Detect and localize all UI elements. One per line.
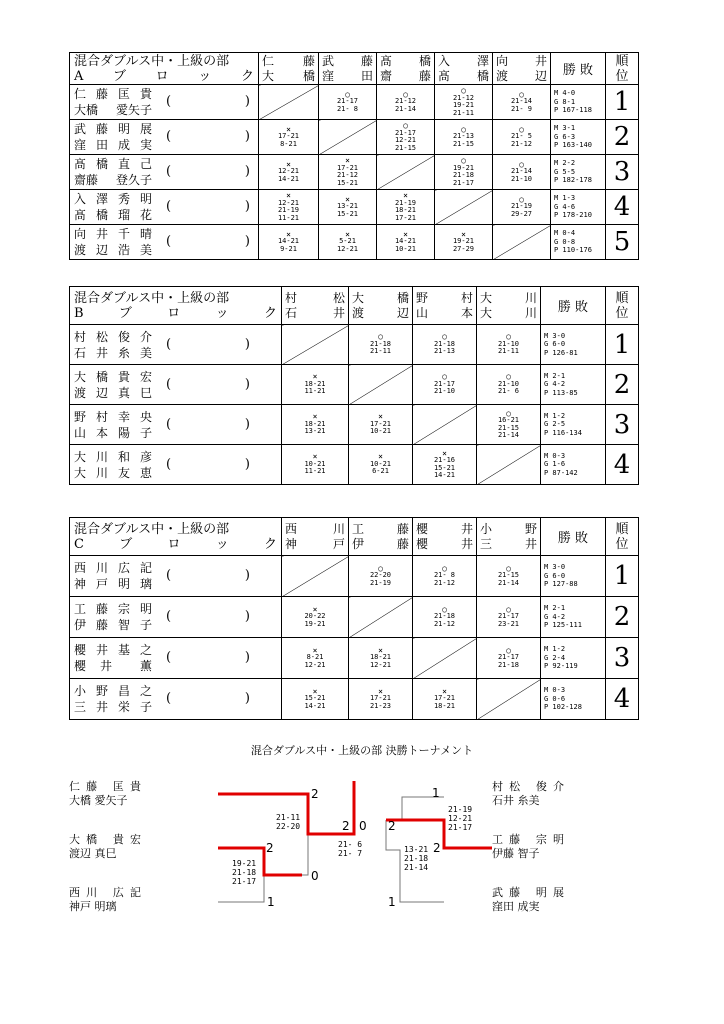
bracket-num-right-mid: 2	[388, 819, 396, 833]
block-a-opponent-header: 入 澤 髙 橋	[435, 53, 493, 85]
bracket-left-pair-1: 仁 藤 匡 貴 大橋 愛矢子	[69, 780, 141, 807]
bracket-score-left-semi: 21-11 22-20	[276, 813, 301, 831]
win-loss-record: M 1-2 G 2-5 P 116-134	[541, 405, 606, 445]
win-loss-record: M 3-0 G 6-0 P 126-81	[541, 325, 606, 365]
match-result-cell: ○ 21- 5 21-12	[493, 120, 551, 155]
bracket-num-left-mid: 2	[266, 841, 274, 855]
block-c-opponent-header: 小 野 三 井	[477, 518, 541, 556]
match-result-cell: × 17-21 18-21	[413, 679, 477, 720]
bracket-num-right-top: 1	[432, 786, 440, 800]
bracket-right-pair-3: 武 藤 明 展 窪田 成実	[492, 886, 564, 913]
match-result-cell: ○ 22-20 21-19	[349, 556, 413, 597]
match-result-cell: × 17-21 21-12 15-21	[319, 155, 377, 190]
match-result-cell: ○ 21-17 23-21	[477, 597, 541, 638]
player-pair-name: 野 村 幸 央 山 本 陽 子 ( )	[70, 405, 282, 445]
rank-value: 4	[606, 445, 639, 485]
bracket-right-pair-1: 村 松 俊 介 石井 糸美	[492, 780, 564, 807]
note-parentheses: ( )	[166, 376, 250, 392]
player-pair-name: 大 橋 貴 宏 渡 辺 真 巳 ( )	[70, 365, 282, 405]
rank-value: 4	[606, 190, 639, 225]
match-result-cell: × 21-16 15-21 14-21	[413, 445, 477, 485]
match-result-cell: × 12-21 21-19 11-21	[259, 190, 319, 225]
match-result-cell: × 20-22 19-21	[282, 597, 349, 638]
win-loss-record: M 1-2 G 2-4 P 92-119	[541, 638, 606, 679]
match-result-cell: × 18-21 12-21	[349, 638, 413, 679]
bracket-score-right-semi: 21-19 12-21 21-17	[448, 805, 473, 832]
match-result-cell: × 17-21 8-21	[259, 120, 319, 155]
match-result-cell: × 13-21 15-21	[319, 190, 377, 225]
match-result-cell: × 14-21 10-21	[377, 225, 435, 260]
rank-value: 2	[606, 597, 639, 638]
match-result-cell: ○ 21-14 21-10	[493, 155, 551, 190]
bracket-num-left-bye: 1	[267, 895, 275, 909]
note-parentheses: ( )	[166, 416, 250, 432]
bracket-score-right-qf: 13-21 21-18 21-14	[404, 845, 429, 872]
record-header: 勝 敗	[541, 518, 606, 556]
player-pair-name: 仁 藤 匡 貴 大橋 愛矢子 ( )	[70, 85, 259, 120]
match-result-cell: × 14-21 9-21	[259, 225, 319, 260]
bracket-num-right-mid2: 2	[433, 841, 441, 855]
bracket-line-right-top	[402, 797, 444, 820]
note-parentheses: ( )	[166, 94, 250, 109]
note-parentheses: ( )	[166, 336, 250, 352]
match-result-cell: × 17-21 21-23	[349, 679, 413, 720]
rank-value: 4	[606, 679, 639, 720]
bracket-title: 混合ダブルス中・上級の部 決勝トーナメント	[250, 744, 474, 757]
note-parentheses: ( )	[166, 129, 250, 144]
match-result-cell: ○ 16-21 21-15 21-14	[477, 405, 541, 445]
block-b-opponent-header: 野 村 山 本	[413, 287, 477, 325]
note-parentheses: ( )	[166, 650, 250, 665]
bracket-score-left-qf: 19-21 21-18 21-17	[232, 859, 257, 886]
rank-value: 2	[606, 120, 639, 155]
win-loss-record: M 0-3 G 1-6 P 87-142	[541, 445, 606, 485]
match-result-cell: × 19-21 27-29	[435, 225, 493, 260]
match-result-cell: × 18-21 13-21	[282, 405, 349, 445]
note-parentheses: ( )	[166, 199, 250, 214]
block-b-opponent-header: 大 橋 渡 辺	[349, 287, 413, 325]
bracket-num-right-bye: 1	[388, 895, 396, 909]
match-result-cell: ○ 21-17 21-18	[477, 638, 541, 679]
rank-value: 3	[606, 405, 639, 445]
match-result-cell: ○ 19-21 21-18 21-17	[435, 155, 493, 190]
note-parentheses: ( )	[166, 568, 250, 583]
match-result-cell: × 18-21 11-21	[282, 365, 349, 405]
win-loss-record: M 4-0 G 8-1 P 167-118	[551, 85, 606, 120]
match-result-cell: ○ 21-18 21-12	[413, 597, 477, 638]
rank-header: 順 位	[606, 53, 639, 85]
win-loss-record: M 2-1 G 4-2 P 113-85	[541, 365, 606, 405]
player-pair-name: 小 野 昌 之 三 井 栄 子 ( )	[70, 679, 282, 720]
match-result-cell: ○ 21-18 21-11	[349, 325, 413, 365]
win-loss-record: M 2-1 G 4-2 P 125-111	[541, 597, 606, 638]
match-result-cell: × 15-21 14-21	[282, 679, 349, 720]
match-result-cell: ○ 21-18 21-13	[413, 325, 477, 365]
match-result-cell: × 12-21 14-21	[259, 155, 319, 190]
bracket-num-left-bot: 0	[311, 869, 319, 883]
match-result-cell: ○ 21-12 19-21 21-11	[435, 85, 493, 120]
bracket-num-final-right: 0	[359, 819, 367, 833]
block-b-opponent-header: 大 川 大 川	[477, 287, 541, 325]
note-parentheses: ( )	[166, 164, 250, 179]
bracket-left-pair-3: 西 川 広 記 神戸 明璃	[69, 886, 141, 913]
bracket-left-pair-2: 大 橋 貴 宏 渡辺 真巳	[69, 833, 141, 860]
rank-header: 順 位	[606, 518, 639, 556]
block-a-opponent-header: 武 藤 窪 田	[319, 53, 377, 85]
match-result-cell: ○ 21-12 21-14	[377, 85, 435, 120]
rank-value: 1	[606, 85, 639, 120]
match-result-cell: ○ 21-13 21-15	[435, 120, 493, 155]
win-loss-record: M 1-3 G 4-6 P 178-210	[551, 190, 606, 225]
note-parentheses: ( )	[166, 456, 250, 472]
player-pair-name: 武 藤 明 展 窪 田 成 実 ( )	[70, 120, 259, 155]
block-c-opponent-header: 西 川 神 戸	[282, 518, 349, 556]
bracket-score-final: 21- 6 21- 7	[338, 840, 363, 858]
bracket-num-left-top: 2	[311, 787, 319, 801]
match-result-cell: ○ 21-10 21- 6	[477, 365, 541, 405]
match-result-cell: ○ 21- 8 21-12	[413, 556, 477, 597]
player-pair-name: 髙 橋 直 己 齋藤 登久子 ( )	[70, 155, 259, 190]
block-c-title: 混合ダブルス中・上級の部 C ブ ロ ッ ク	[70, 518, 282, 556]
match-result-cell: ○ 21-17 12-21 21-15	[377, 120, 435, 155]
block-a-opponent-header: 向 井 渡 辺	[493, 53, 551, 85]
match-result-cell: ○ 21-19 29-27	[493, 190, 551, 225]
bracket-num-final-left: 2	[342, 819, 350, 833]
block-a-opponent-header: 仁 藤 大 橋	[259, 53, 319, 85]
match-result-cell: × 10-21 11-21	[282, 445, 349, 485]
player-pair-name: 村 松 俊 介 石 井 糸 美 ( )	[70, 325, 282, 365]
match-result-cell: × 17-21 10-21	[349, 405, 413, 445]
note-parentheses: ( )	[166, 691, 250, 706]
player-pair-name: 大 川 和 彦 大 川 友 恵 ( )	[70, 445, 282, 485]
win-loss-record: M 0-3 G 0-6 P 102-128	[541, 679, 606, 720]
block-b-opponent-header: 村 松 石 井	[282, 287, 349, 325]
match-result-cell: × 21-19 18-21 17-21	[377, 190, 435, 225]
player-pair-name: 入 澤 秀 明 髙 橋 瑠 花 ( )	[70, 190, 259, 225]
rank-value: 5	[606, 225, 639, 260]
bracket-right-pair-2: 工 藤 宗 明 伊藤 智子	[492, 833, 564, 860]
rank-value: 3	[606, 638, 639, 679]
note-parentheses: ( )	[166, 609, 250, 624]
bracket-line-left-qf-winner	[218, 848, 302, 875]
win-loss-record: M 2-2 G 5-5 P 182-178	[551, 155, 606, 190]
player-pair-name: 工 藤 宗 明 伊 藤 智 子 ( )	[70, 597, 282, 638]
match-result-cell: ○ 21-15 21-14	[477, 556, 541, 597]
block-c-opponent-header: 櫻 井 櫻 井	[413, 518, 477, 556]
rank-value: 3	[606, 155, 639, 190]
match-result-cell: × 5-21 12-21	[319, 225, 377, 260]
match-result-cell: × 8-21 12-21	[282, 638, 349, 679]
win-loss-record: M 3-0 G 6-0 P 127-88	[541, 556, 606, 597]
player-pair-name: 西 川 広 記 神 戸 明 璃 ( )	[70, 556, 282, 597]
match-result-cell: ○ 21-10 21-11	[477, 325, 541, 365]
win-loss-record: M 0-4 G 0-8 P 110-176	[551, 225, 606, 260]
rank-value: 1	[606, 556, 639, 597]
rank-value: 1	[606, 325, 639, 365]
block-b-title: 混合ダブルス中・上級の部 B ブ ロ ッ ク	[70, 287, 282, 325]
block-a-title: 混合ダブルス中・上級の部 A ブ ロ ッ ク	[70, 53, 259, 85]
block-c-opponent-header: 工 藤 伊 藤	[349, 518, 413, 556]
match-result-cell: ○ 21-14 21- 9	[493, 85, 551, 120]
match-result-cell: × 10-21 6-21	[349, 445, 413, 485]
note-parentheses: ( )	[166, 234, 250, 249]
player-pair-name: 向 井 千 晴 渡 辺 浩 美 ( )	[70, 225, 259, 260]
record-header: 勝 敗	[551, 53, 606, 85]
record-header: 勝 敗	[541, 287, 606, 325]
rank-header: 順 位	[606, 287, 639, 325]
match-result-cell: ○ 21-17 21-10	[413, 365, 477, 405]
block-a-opponent-header: 髙 橋 齋 藤	[377, 53, 435, 85]
rank-value: 2	[606, 365, 639, 405]
win-loss-record: M 3-1 G 6-3 P 163-140	[551, 120, 606, 155]
bracket-line-left-qf-loser	[302, 834, 308, 875]
player-pair-name: 櫻 井 基 之 櫻 井 薫 ( )	[70, 638, 282, 679]
match-result-cell: ○ 21-17 21- 8	[319, 85, 377, 120]
